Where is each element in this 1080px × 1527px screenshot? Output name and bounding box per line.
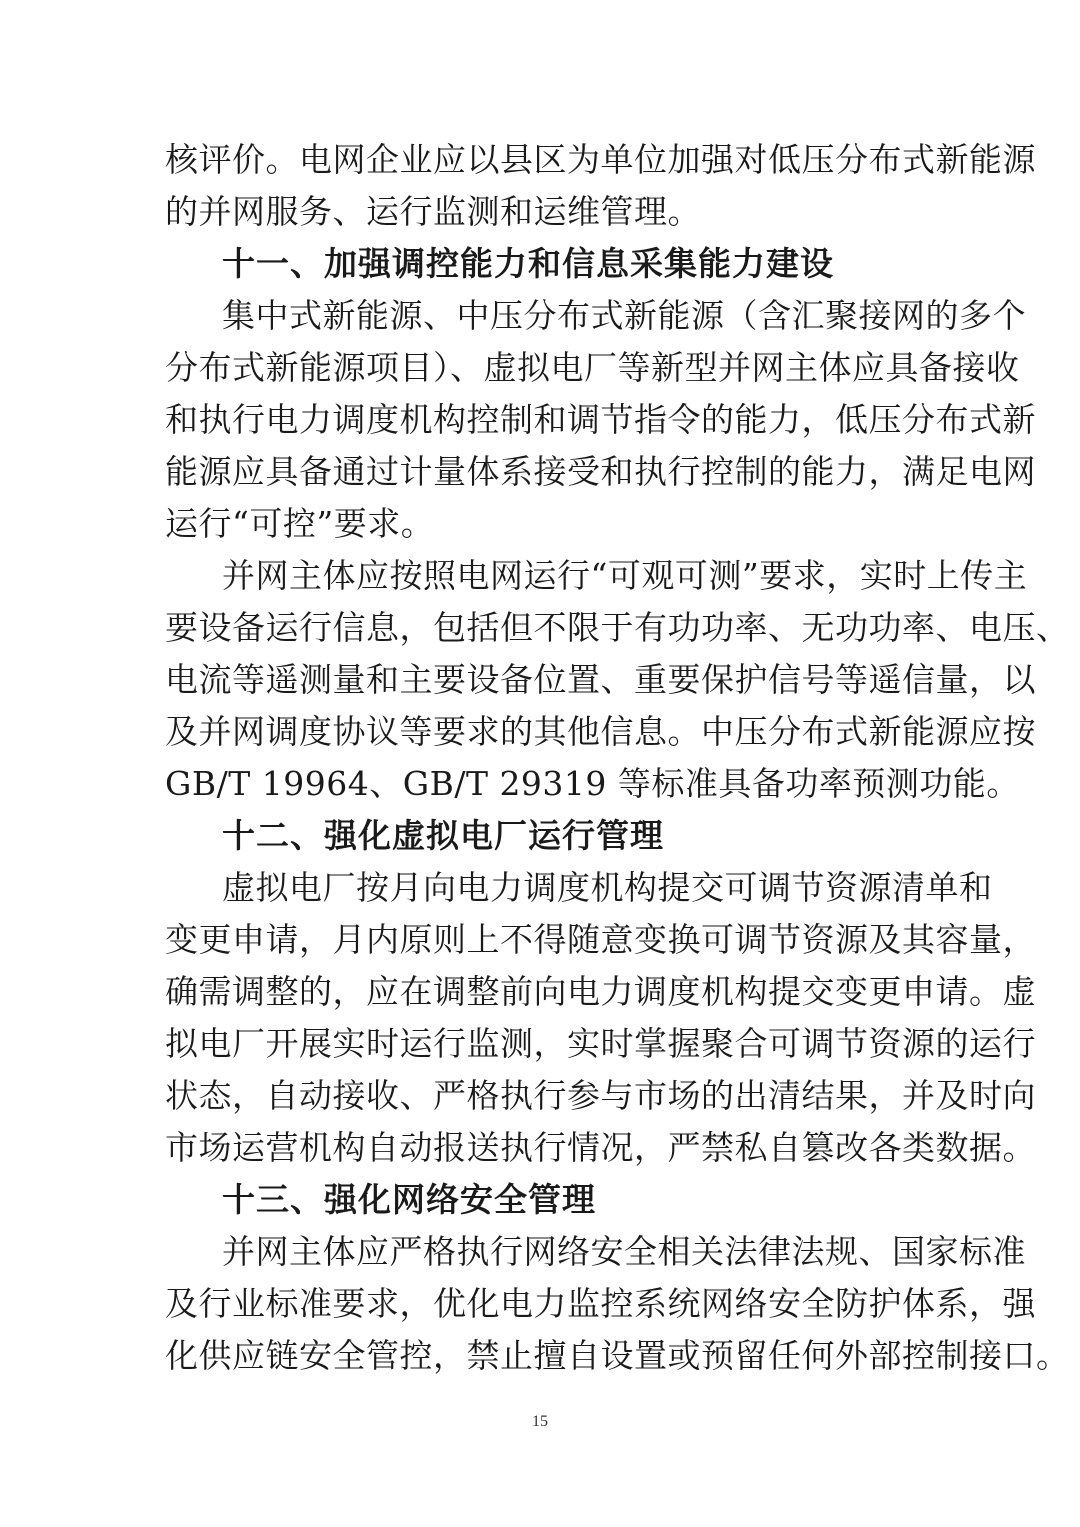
section-heading: 十三、强化网络安全管理 bbox=[222, 1180, 596, 1219]
section-heading: 十一、加强调控能力和信息采集能力建设 bbox=[222, 244, 834, 283]
body-text-line: 变更申请，月内原则上不得随意变换可调节资源及其容量， bbox=[165, 920, 1036, 959]
body-text-line: 和执行电力调度机构控制和调节指令的能力，低压分布式新 bbox=[165, 400, 1036, 439]
body-text-line: 拟电厂开展实时运行监测，实时掌握聚合可调节资源的运行 bbox=[165, 1024, 1036, 1063]
body-text-line: 的并网服务、运行监测和运维管理。 bbox=[165, 192, 701, 231]
body-text-line: 集中式新能源、中压分布式新能源（含汇聚接网的多个 bbox=[222, 296, 1026, 335]
body-text-line: 能源应具备通过计量体系接受和执行控制的能力，满足电网 bbox=[165, 452, 1036, 491]
body-text-line: 市场运营机构自动报送执行情况，严禁私自篡改各类数据。 bbox=[165, 1128, 1036, 1167]
section-heading: 十二、强化虚拟电厂运行管理 bbox=[222, 816, 664, 855]
body-text-line: 状态，自动接收、严格执行参与市场的出清结果，并及时向 bbox=[165, 1076, 1036, 1115]
body-text-line: 运行“可控”要求。 bbox=[165, 504, 435, 543]
body-text-line: GB/T 19964、GB/T 29319 等标准具备功率预测功能。 bbox=[165, 764, 1020, 803]
body-text-line: 并网主体应严格执行网络安全相关法律法规、国家标准 bbox=[222, 1232, 1026, 1271]
body-text-line: 确需调整的，应在调整前向电力调度机构提交变更申请。虚 bbox=[165, 972, 1036, 1011]
body-text-line: 化供应链安全管控，禁止擅自设置或预留任何外部控制接口。 bbox=[165, 1336, 1070, 1375]
body-text-line: 电流等遥测量和主要设备位置、重要保护信号等遥信量，以 bbox=[165, 660, 1036, 699]
page-number: 15 bbox=[532, 1413, 548, 1430]
body-text-line: 并网主体应按照电网运行“可观可测”要求，实时上传主 bbox=[222, 556, 1028, 595]
body-text-line: 虚拟电厂按月向电力调度机构提交可调节资源清单和 bbox=[222, 868, 993, 907]
body-text-line: 及行业标准要求，优化电力监控系统网络安全防护体系，强 bbox=[165, 1284, 1036, 1323]
body-text-line: 分布式新能源项目）、虚拟电厂等新型并网主体应具备接收 bbox=[165, 348, 1020, 387]
body-text-line: 核评价。电网企业应以县区为单位加强对低压分布式新能源 bbox=[165, 140, 1036, 179]
body-text-line: 要设备运行信息，包括但不限于有功功率、无功功率、电压、 bbox=[165, 608, 1070, 647]
body-text-line: 及并网调度协议等要求的其他信息。中压分布式新能源应按 bbox=[165, 712, 1036, 751]
